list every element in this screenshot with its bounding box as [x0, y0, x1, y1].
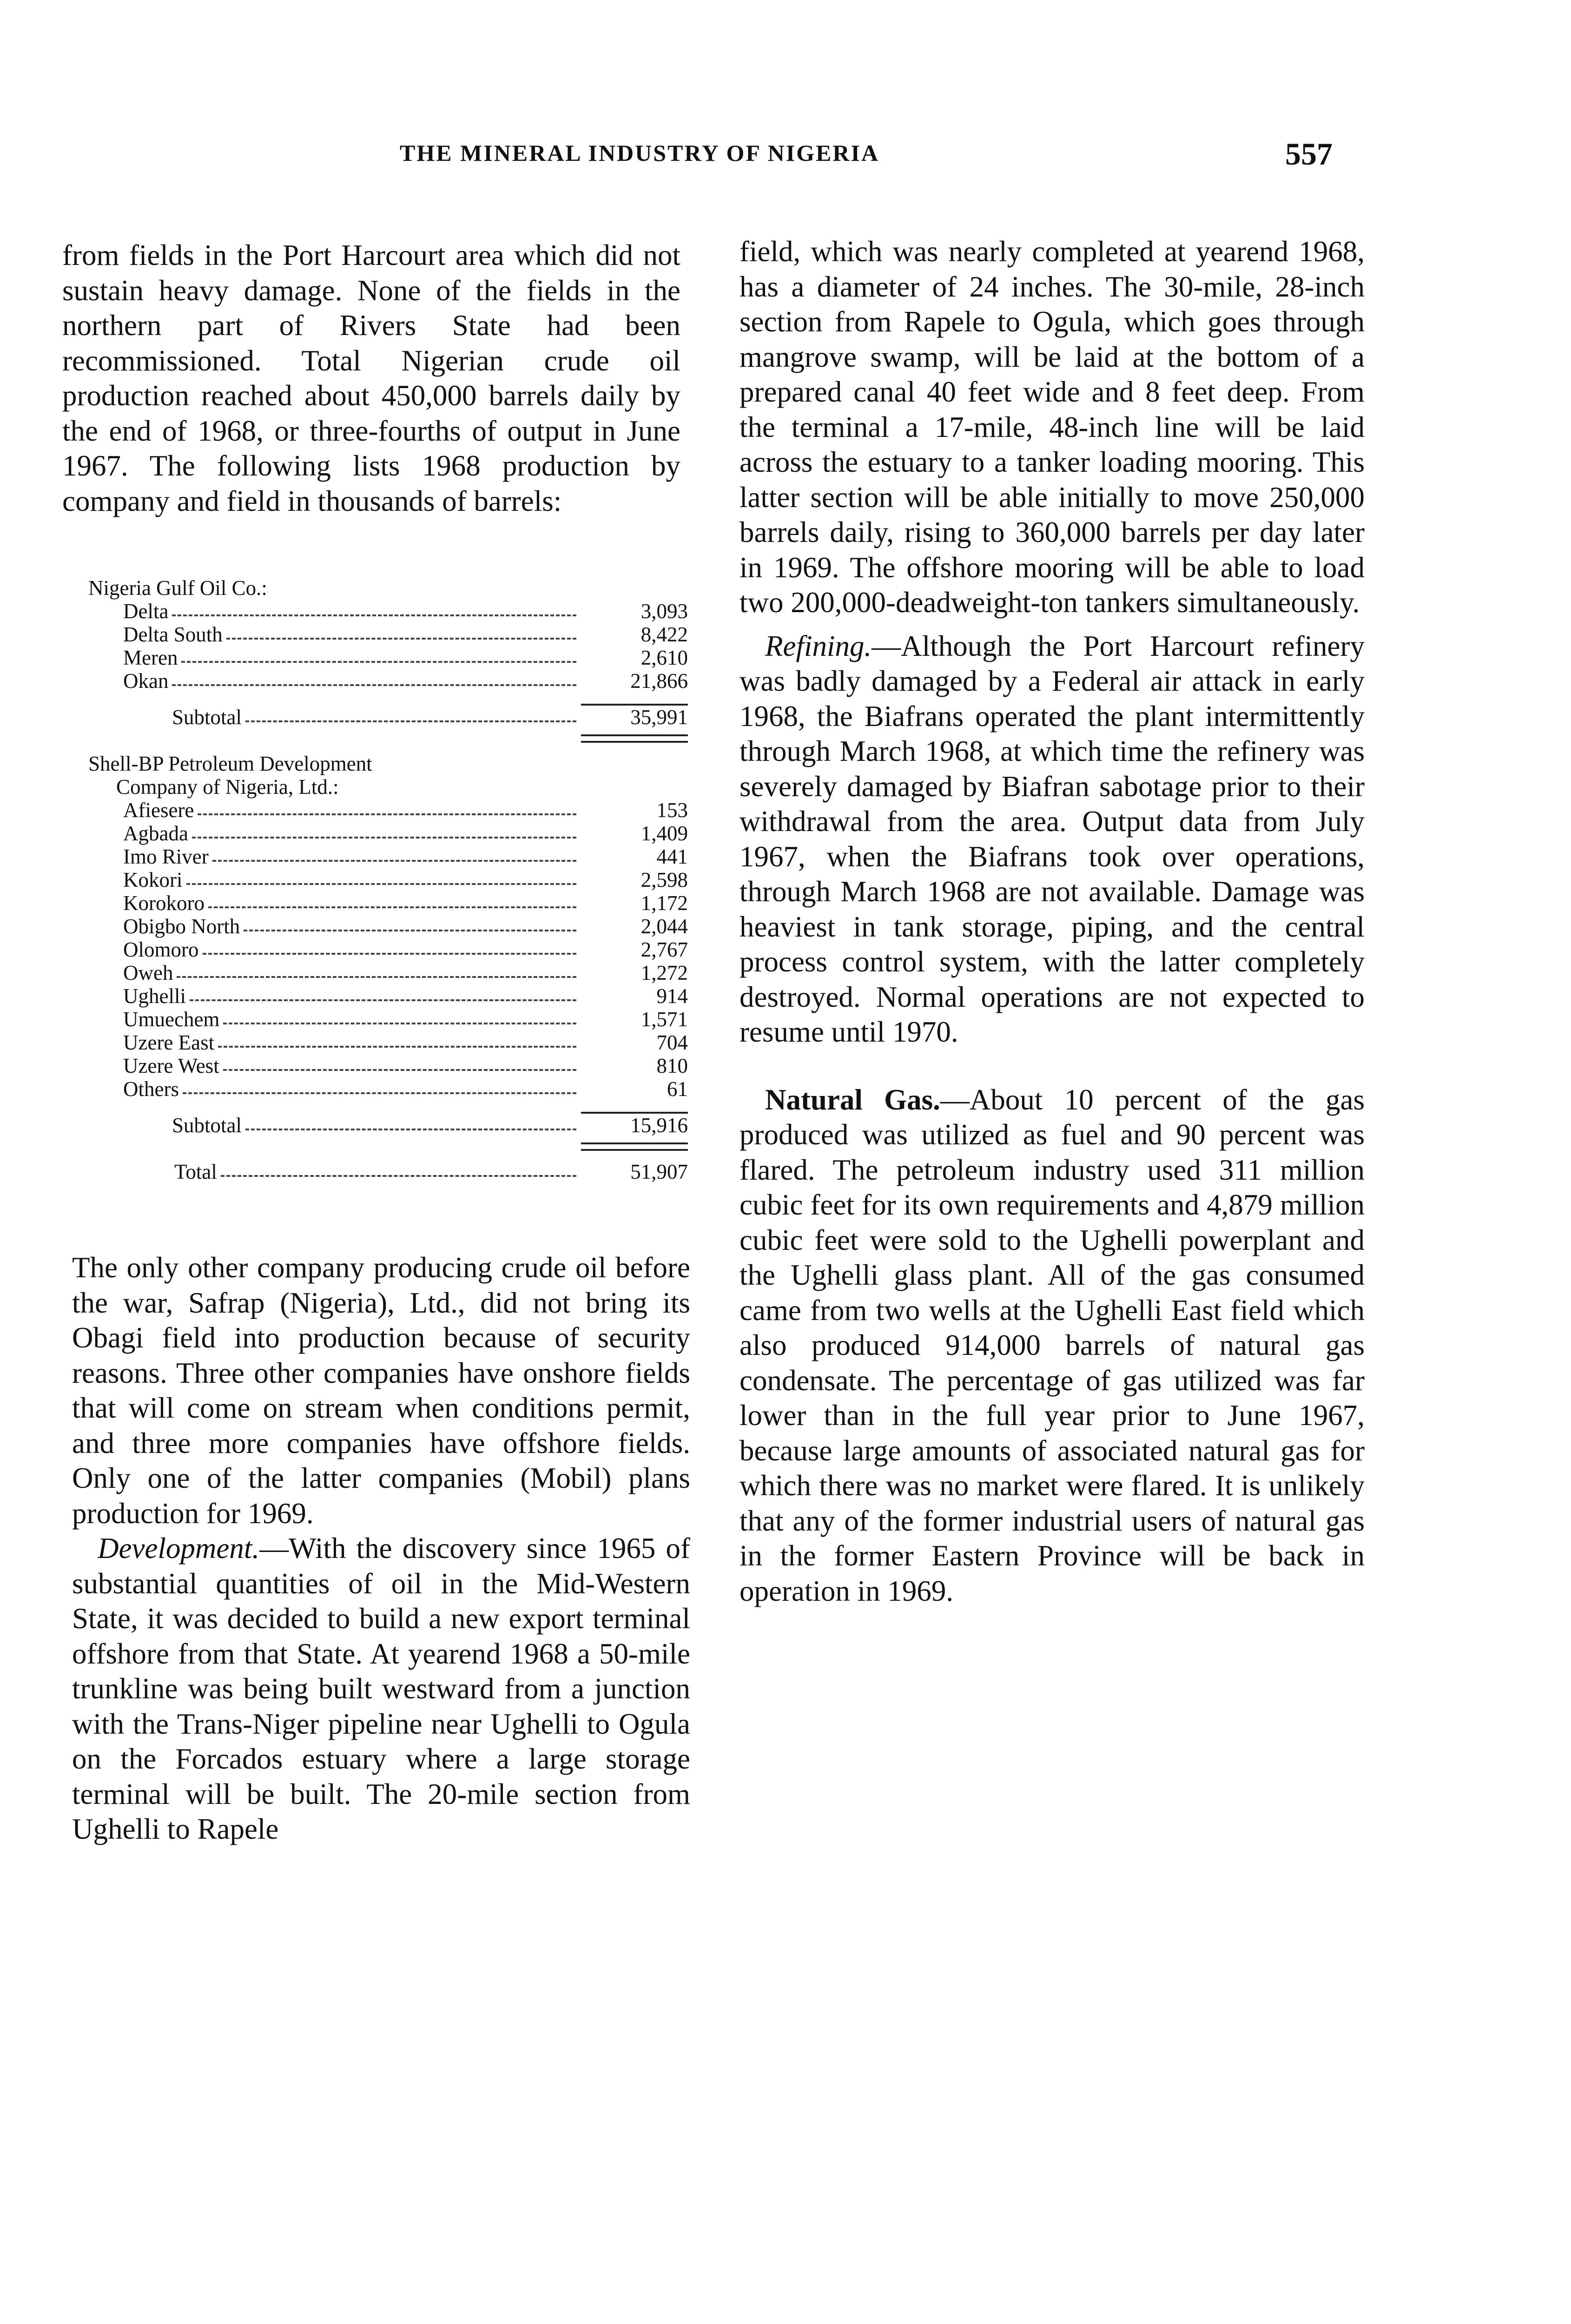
development-text: —With the discovery since 1965 of substantial quantities of oil in the Mid-Western State, it was decided to build a new export terminal offshore from that State. At yearend 1968 a 50-mile trunkline was being built westward from a junction with the Trans-Niger pipeline near Ughelli to Ogula on the Forcados estuary where a large storage terminal will be built. The 20-mile section from Ughelli to Rapele — [72, 1532, 690, 1845]
field-value: 810 — [656, 1054, 688, 1077]
field-name: Afiesere — [123, 799, 194, 822]
double-rule — [581, 1142, 688, 1151]
natural-gas-heading: Natural Gas. — [765, 1083, 940, 1116]
field-value: 914 — [656, 984, 688, 1008]
left-column-intro — [62, 238, 680, 519]
dot-leader — [221, 1175, 576, 1177]
development-heading: Development. — [98, 1532, 260, 1565]
natural-gas-text: —About 10 percent of the gas produced was utilized as fuel and 90 percent was flared. The petroleum industry used 311 million cubic feet for its own requirements and 4,879 million cubic feet were sold to the Ughelli powerplant and the Ughelli glass plant. All of the gas consumed came from two wells at the Ughelli East field which also produced 914,000 barrels of natural gas condensate. The percentage of gas utilized was far lower than in the full year prior to June 1967, because large amounts of associated natural gas for which there was no market were flared. It is unlikely that any of the former industrial users of natural gas in the former Eastern Province will be back in operation in 1969. — [739, 1083, 1365, 1607]
field-name: Okan — [123, 669, 169, 693]
table-row — [88, 623, 688, 646]
table-row — [88, 669, 688, 693]
dot-leader — [223, 1069, 576, 1071]
field-name: Ughelli — [123, 984, 186, 1008]
dot-leader — [218, 1046, 576, 1048]
field-value: 441 — [656, 845, 688, 868]
field-value: 1,172 — [640, 891, 688, 915]
dot-leader — [245, 1129, 576, 1130]
field-value: 1,409 — [640, 822, 688, 845]
field-value: 153 — [656, 799, 688, 822]
table-row — [88, 984, 688, 1008]
pipeline-continuation-paragraph: field, which was nearly completed at yearend 1968, has a diameter of 24 inches. The 30-mile, 28-inch section from Rapele to Ogula, which goes through mangrove swamp, will be laid at the bottom of a prepared canal 40 feet wide and 8 feet deep. From the terminal a 17-mile, 48-inch line will be laid across the estuary to a tanker loading mooring. This latter section will be able initially to move 250,000 barrels daily, rising to 360,000 barrels per day later in 1969. The offshore mooring will be able to load two 200,000-deadweight-ton tankers simultaneously. — [739, 235, 1365, 619]
dot-leader — [226, 638, 576, 640]
dot-leader — [198, 813, 576, 815]
field-name: Delta South — [123, 623, 223, 646]
field-name: Others — [123, 1077, 179, 1101]
field-name: Kokori — [123, 868, 183, 891]
refining-text: —Although the Port Harcourt refinery was badly damaged by a Federal air attack in early 1968, the Biafrans operated the plant intermittently through March 1968, at which time the refinery was severely damaged by Biafran sabotage prior to their withdrawal from the area. Output data from July 1967, when the Biafrans took over operations, through March 1968 are not available. Damage was heaviest in tank storage, piping, and the central process control system, with the latter completely destroyed. Normal operations are not expected to resume until 1970. — [739, 629, 1365, 1048]
total-label: Total — [174, 1160, 217, 1183]
refining-paragraph — [739, 629, 1365, 1050]
field-value: 61 — [667, 1077, 688, 1101]
subtotal-value: 35,991 — [581, 704, 688, 729]
field-value: 21,866 — [630, 669, 688, 693]
production-table — [88, 576, 688, 1183]
field-value: 3,093 — [640, 600, 688, 623]
field-value: 2,610 — [640, 646, 688, 669]
table-row — [88, 868, 688, 891]
field-name: Delta — [123, 600, 169, 623]
field-value: 2,598 — [640, 868, 688, 891]
field-name: Korokoro — [123, 891, 205, 915]
dot-leader — [212, 860, 576, 862]
table-row — [88, 822, 688, 845]
safrap-paragraph: The only other company producing crude oil before the war, Safrap (Nigeria), Ltd., did not bring its Obagi field into production because of security reasons. Three other companies have onshore fields that will come on stream when conditions permit, and three more companies have offshore fields. Only one of the latter companies (Mobil) plans production for 1969. — [72, 1251, 690, 1530]
running-title: THE MINERAL INDUSTRY OF NIGERIA — [400, 140, 880, 166]
dot-leader — [186, 883, 577, 885]
table-row — [88, 1031, 688, 1054]
intro-paragraph: from fields in the Port Harcourt area which did not sustain heavy damage. None of the fields in the northern part of Rivers State had been recommissioned. Total Nigerian crude oil production reached about 450,000 barrels daily by the end of 1968, or three-fourths of output in June 1967. The following lists 1968 production by company and field in thousands of barrels: — [62, 239, 680, 517]
field-value: 1,272 — [640, 961, 688, 984]
natural-gas-paragraph — [739, 1083, 1365, 1609]
table-row — [88, 799, 688, 822]
company-title-gulf: Nigeria Gulf Oil Co.: — [88, 576, 267, 600]
total-value: 51,907 — [630, 1160, 688, 1183]
development-paragraph — [72, 1531, 690, 1847]
dot-leader — [208, 906, 576, 908]
field-name: Oweh — [123, 961, 173, 984]
field-value: 2,044 — [640, 915, 688, 938]
subtotal-row-gulf — [88, 706, 688, 729]
company-title-shell: Shell-BP Petroleum Development — [88, 752, 372, 775]
subtotal-label: Subtotal — [172, 706, 242, 729]
subtotal-row-shell — [88, 1114, 688, 1137]
field-name: Imo River — [123, 845, 209, 868]
table-row — [88, 600, 688, 623]
double-rule — [581, 734, 688, 743]
subtotal-value: 15,916 — [581, 1112, 688, 1137]
dot-leader — [190, 999, 576, 1001]
table-row — [88, 1054, 688, 1077]
table-row — [88, 1008, 688, 1031]
dot-leader — [223, 1023, 576, 1024]
dot-leader — [172, 614, 576, 616]
dot-leader — [183, 1092, 576, 1094]
field-name: Agbada — [123, 822, 188, 845]
dot-leader — [181, 661, 576, 663]
page-number: 557 — [1285, 136, 1333, 172]
table-row — [88, 961, 688, 984]
dot-leader — [203, 953, 577, 955]
field-name: Meren — [123, 646, 178, 669]
table-row — [88, 891, 688, 915]
total-row — [88, 1160, 688, 1183]
table-row — [88, 845, 688, 868]
field-value: 2,767 — [640, 938, 688, 961]
field-value: 1,571 — [640, 1008, 688, 1031]
table-row — [88, 646, 688, 669]
field-name: Olomoro — [123, 938, 199, 961]
refining-heading: Refining. — [765, 629, 872, 662]
dot-leader — [177, 976, 576, 978]
dot-leader — [192, 837, 576, 838]
dot-leader — [244, 930, 576, 931]
field-name: Uzere East — [123, 1031, 215, 1054]
right-column — [739, 234, 1365, 1609]
dot-leader — [245, 720, 576, 722]
table-row — [88, 915, 688, 938]
table-row — [88, 938, 688, 961]
subtotal-label: Subtotal — [172, 1114, 242, 1137]
table-row — [88, 1077, 688, 1101]
dot-leader — [172, 684, 576, 686]
field-value: 8,422 — [640, 623, 688, 646]
field-name: Umuechem — [123, 1008, 220, 1031]
field-name: Uzere West — [123, 1054, 219, 1077]
left-column-lower — [72, 1250, 690, 1847]
company-title-shell-cont: Company of Nigeria, Ltd.: — [116, 775, 339, 799]
field-name: Obigbo North — [123, 915, 240, 938]
field-value: 704 — [656, 1031, 688, 1054]
